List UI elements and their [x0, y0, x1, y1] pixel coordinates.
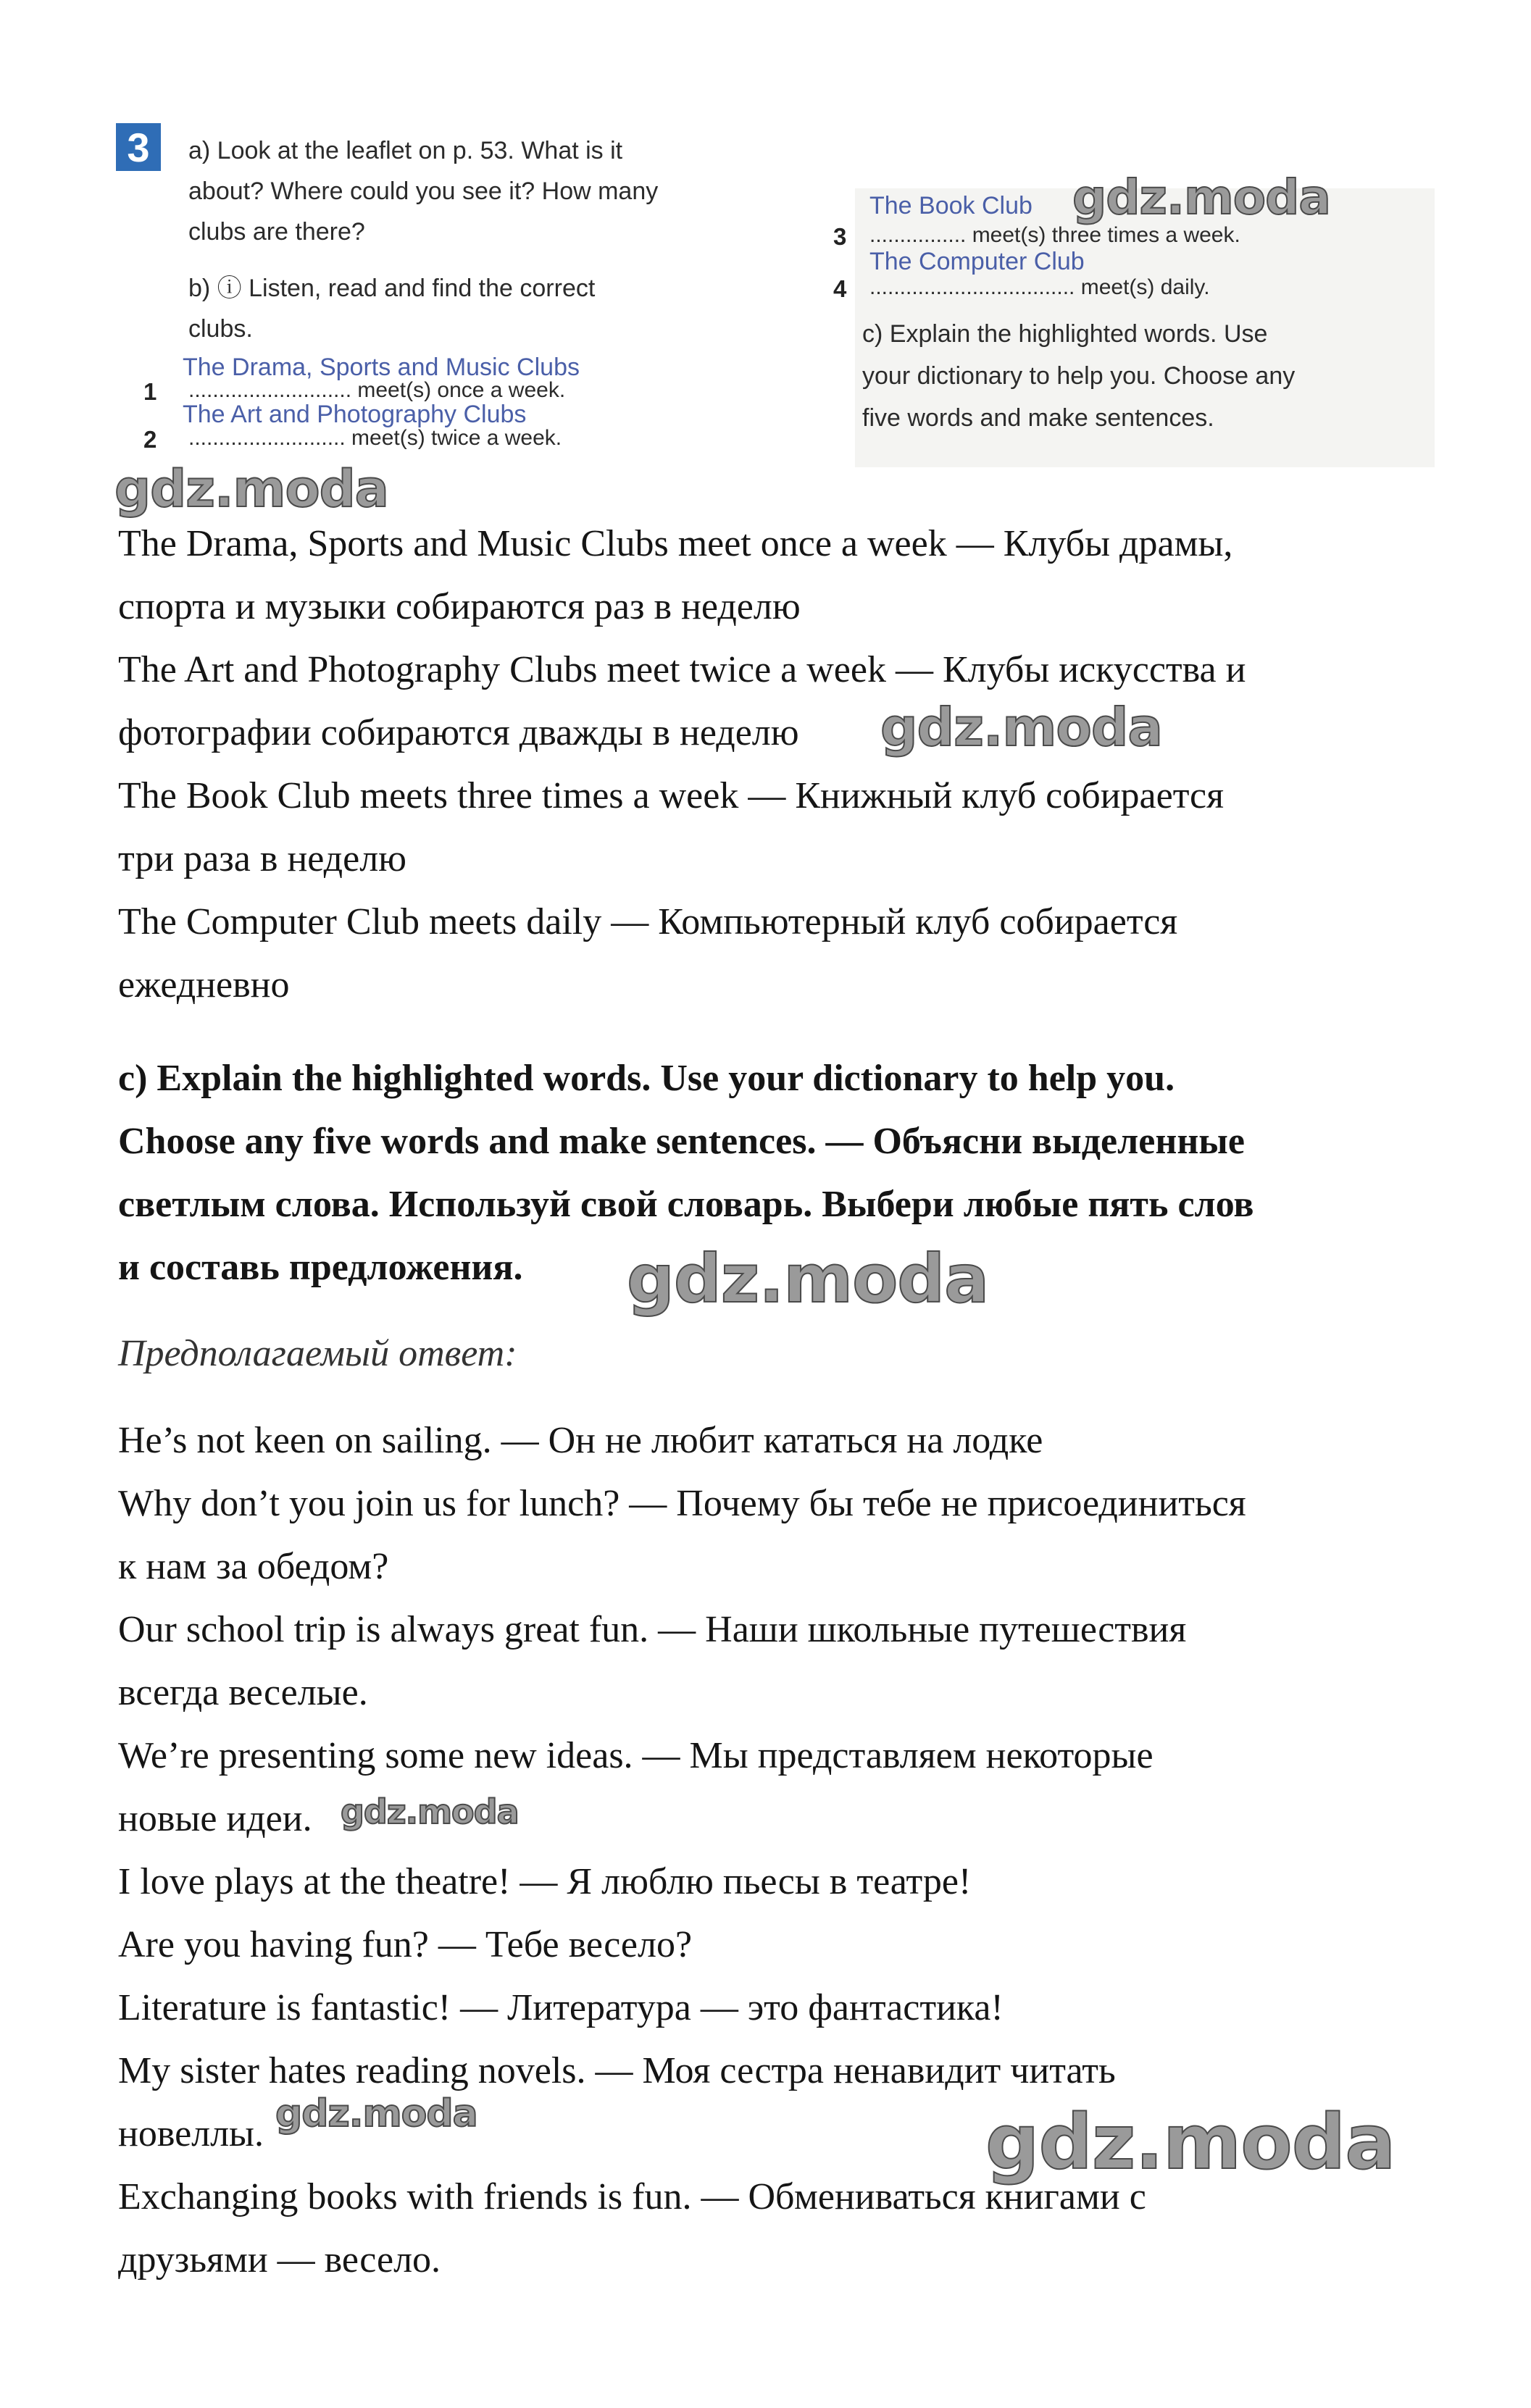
suggested-answer-label: Предполагаемый ответ: [118, 1333, 517, 1374]
answer-line: I love plays at the theatre! — Я люблю пьесы в театре! [118, 1861, 972, 1902]
task-c-heading: и составь предложения. [118, 1247, 523, 1288]
answer-line: фотографии собираются дважды в неделю [118, 712, 799, 753]
answer-line: новые идеи. [118, 1798, 312, 1839]
answer-line: всегда веселые. [118, 1672, 368, 1713]
answer-line: Why don’t you join us for lunch? — Почему бы тебе не присоединиться [118, 1483, 1246, 1524]
item-3-dots: ................ meet(s) three times a week. [869, 223, 1240, 247]
answer-line: The Drama, Sports and Music Clubs meet once a week — Клубы драмы, [118, 523, 1233, 564]
answer-line: к нам за обедом? [118, 1546, 389, 1587]
watermark: gdz.moda [880, 697, 1162, 758]
watermark: gdz.moda [114, 459, 388, 519]
answer-line: My sister hates reading novels. — Моя сестра ненавидит читать [118, 2050, 1116, 2091]
item-1-number: 1 [143, 378, 157, 405]
item-4-dots: .................................. meet(s) daily. [869, 275, 1210, 299]
answer-line: спорта и музыки собираются раз в неделю [118, 586, 801, 627]
item-4-number: 4 [833, 275, 847, 302]
task-c-heading: светлым слова. Используй свой словарь. Выбери любые пять слов [118, 1184, 1254, 1225]
answer-line: ежедневно [118, 964, 290, 1006]
watermark: gdz.moda [985, 2098, 1396, 2186]
answer-line: He’s not keen on sailing. — Он не любит кататься на лодке [118, 1420, 1043, 1461]
answer-line: We’re presenting some new ideas. — Мы представляем некоторые [118, 1735, 1154, 1776]
item-2-answer: The Art and Photography Clubs [183, 401, 527, 428]
task-c-heading: c) Explain the highlighted words. Use your dictionary to help you. [118, 1058, 1175, 1099]
answer-line: три раза в неделю [118, 838, 406, 879]
item-1-answer: The Drama, Sports and Music Clubs [183, 354, 580, 381]
task-c-heading: Choose any five words and make sentences. — Объясни выделенные [118, 1121, 1245, 1162]
exercise-a-text: a) Look at the leaflet on p. 53. What is it about? Where could you see it? How many clubs are there? [188, 137, 659, 246]
exercise-b-text: b) ⓘ Listen, read and find the correct clubs. [188, 275, 596, 343]
answer-line: Our school trip is always great fun. — Наши школьные путешествия [118, 1609, 1187, 1650]
watermark: gdz.moda [627, 1240, 989, 1318]
answer-line: Exchanging books with friends is fun. — Обмениваться книгами с [118, 2176, 1146, 2217]
item-3-answer: The Book Club [869, 192, 1033, 220]
exercise-c-text: c) Explain the highlighted words. Use your dictionary to help you. Choose any five words and make sentences. [862, 320, 1296, 432]
item-3-number: 3 [833, 223, 847, 250]
item-1-dots: ........................... meet(s) once a week. [188, 378, 566, 402]
watermark: gdz.moda [275, 2092, 477, 2136]
answer-line: Literature is fantastic! — Литература — это фантастика! [118, 1987, 1004, 2028]
exercise-number-badge: 3 [116, 123, 161, 171]
item-2-dots: .......................... meet(s) twice a week. [188, 426, 562, 450]
watermark: gdz.moda [1072, 170, 1330, 225]
answer-line: The Book Club meets three times a week — Книжный клуб собирается [118, 775, 1225, 816]
answer-line: The Computer Club meets daily — Компьютерный клуб собирается [118, 901, 1178, 942]
right-column [833, 188, 1435, 467]
answer-line: новеллы. [118, 2113, 264, 2154]
answer-line: Are you having fun? — Тебе весело? [118, 1924, 693, 1965]
answer-line: друзьями — весело. [118, 2239, 441, 2281]
watermark: gdz.moda [341, 1792, 519, 1831]
answer-line: The Art and Photography Clubs meet twice a week — Клубы искусства и [118, 649, 1246, 690]
item-2-number: 2 [143, 426, 157, 453]
item-4-answer: The Computer Club [869, 248, 1085, 275]
